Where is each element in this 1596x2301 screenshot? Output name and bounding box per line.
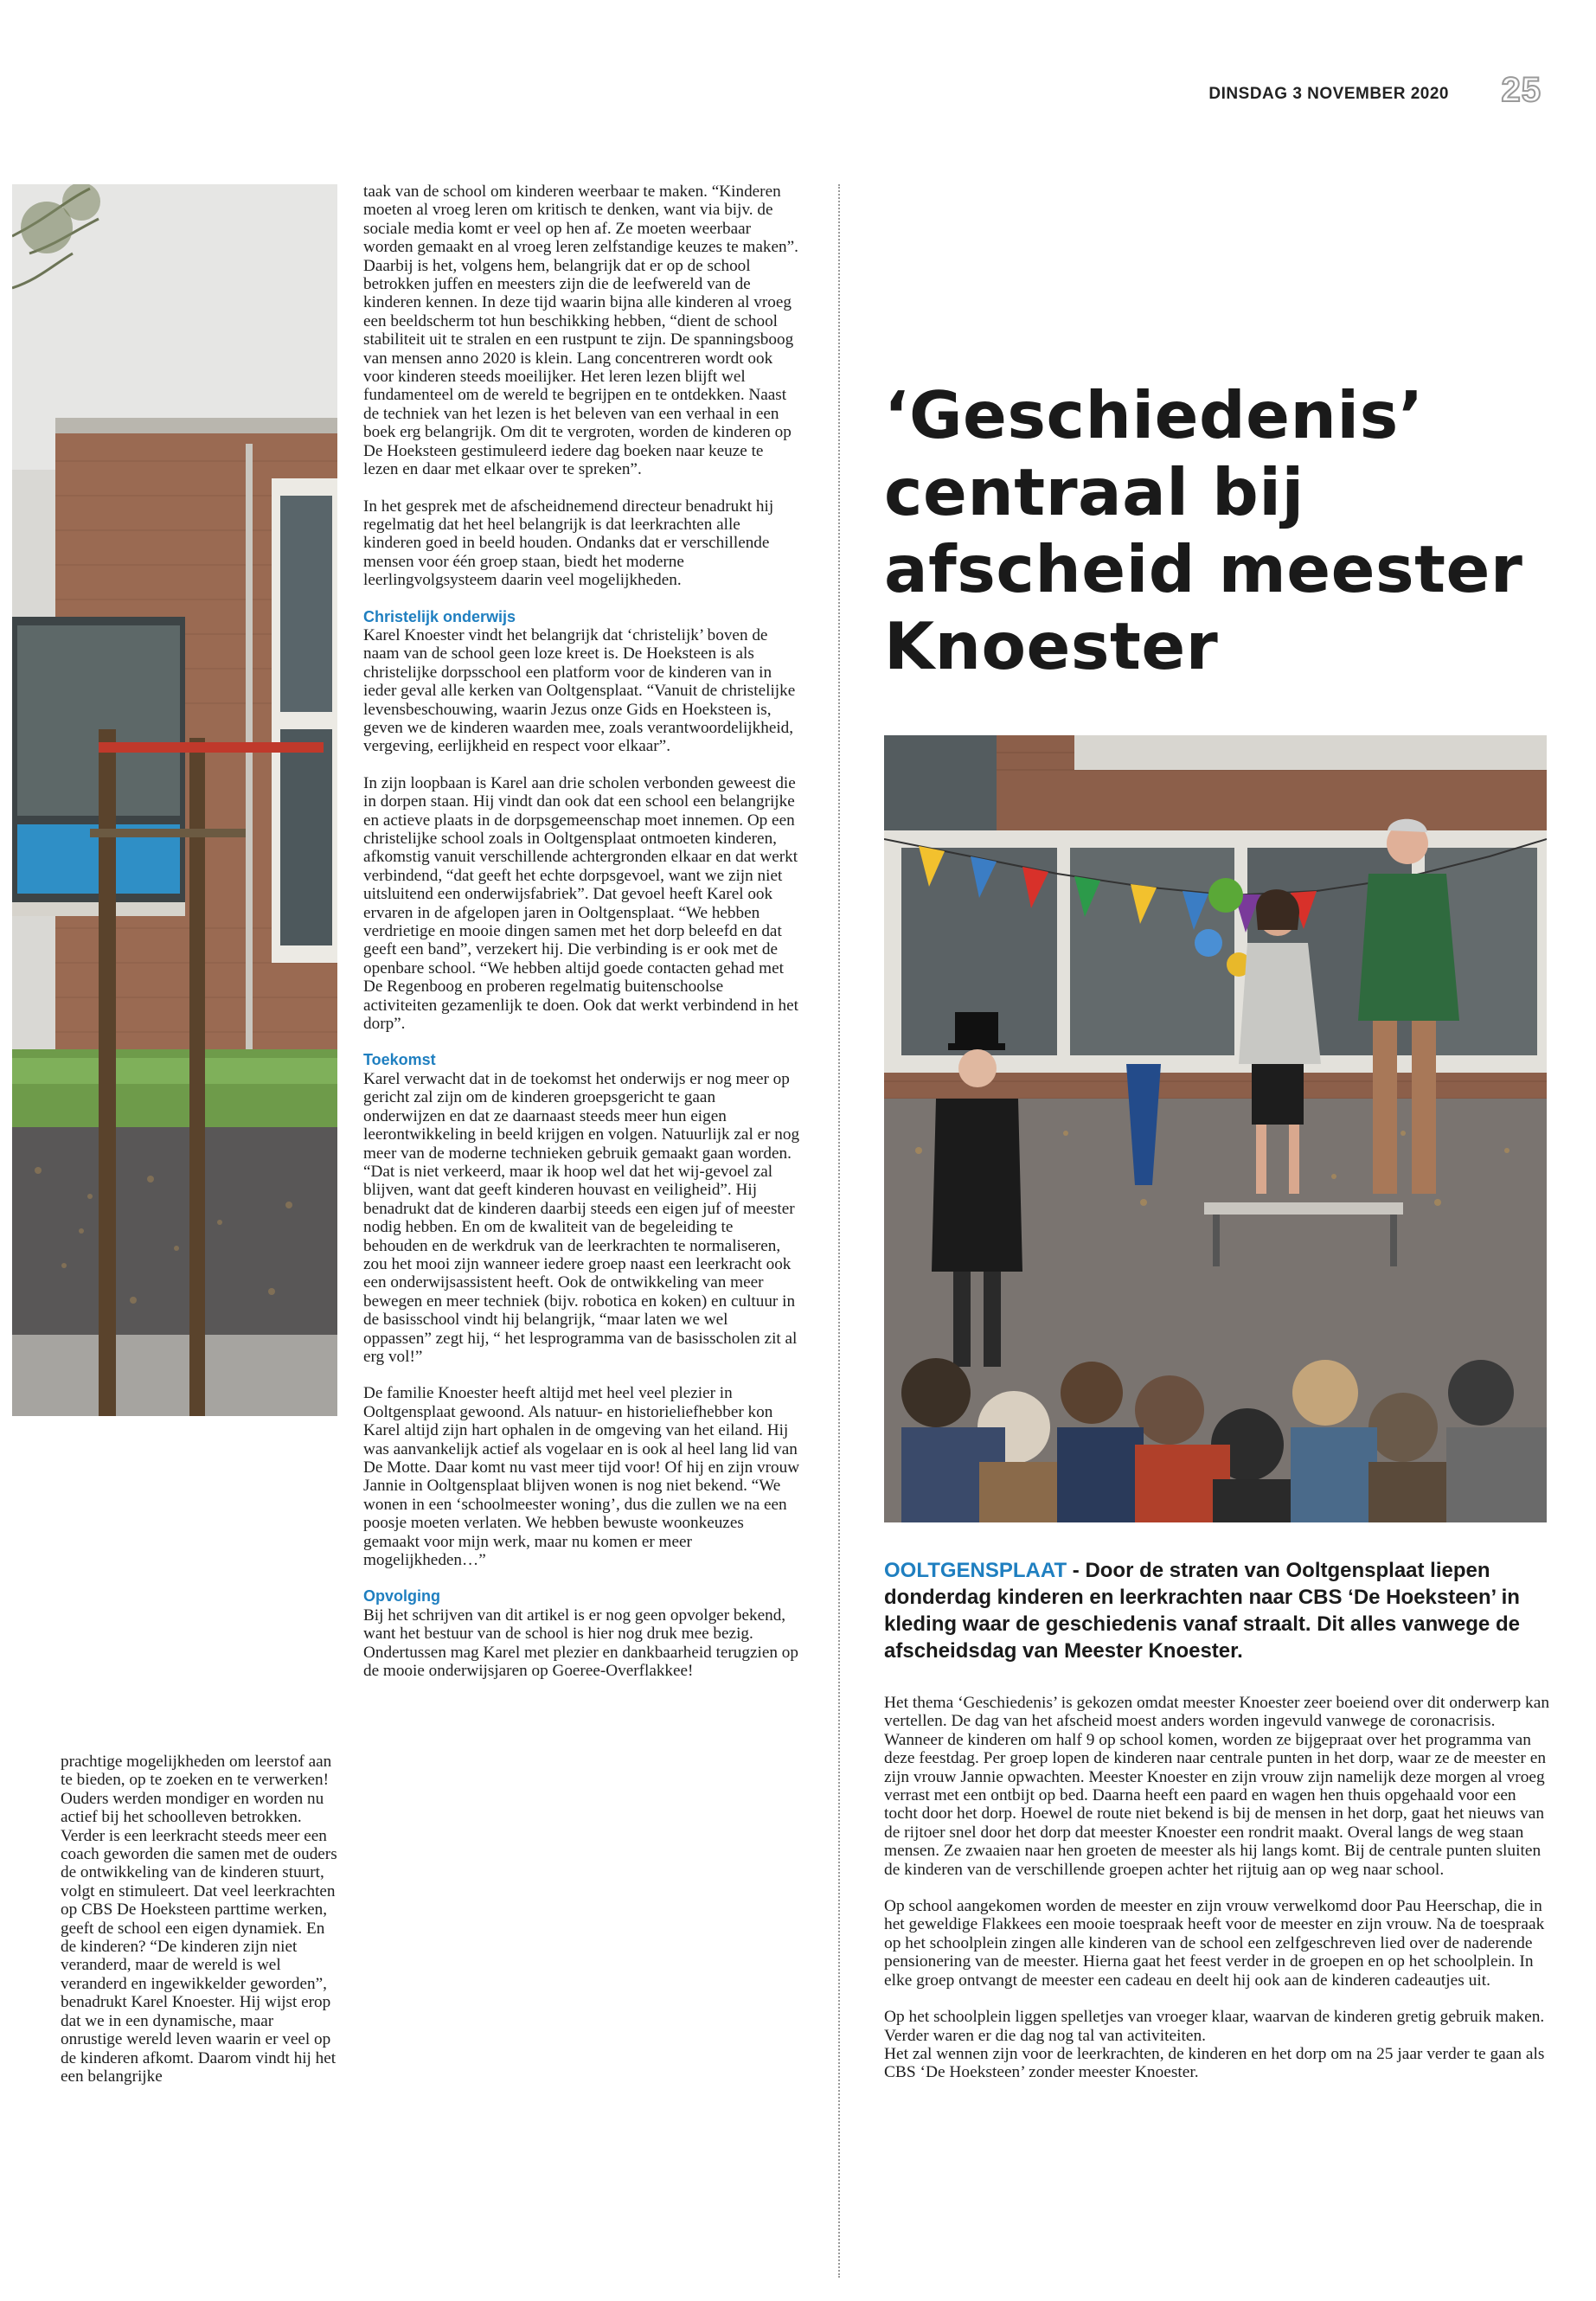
mid-paragraph-5: Karel verwacht dat in de toekomst het onderwijs er nog meer op gericht zal zijn om de kinderen groepsgericht te gaan onderwijzen en dat ze daarnaast steeds meer hun eigen leerontwikkeling in beeld krijgen en volgen. Natuurlijk zal er nog meer van de moderne technieken gebruik gemaakt gaan worden. “Dat is niet verkeerd, maar ik hoop wel dat het wij-gevoel zal blijven, want dat geeft kinderen houvast en veiligheid”. Hij benadrukt dat de kinderen daarbij steeds een eigen juf of meester nodig hebben. En om de kwaliteit van de begeleiding te behouden en de werkdruk van de leerkrachten te normaliseren, zou het mooi zijn wanneer iedere groep naast een leerkracht ook een onderwijsassistent heeft. Ook de ontwikkeling van meer bewegen en meer techniek (bijv. robotica en koken) en cultuur in de basisschool vindt hij belangrijk, “maar laten we wel oppassen” zegt hij, “ het lesprogramma van de basisscholen zit al erg vol!” (363, 1069, 800, 1366)
school-building-photo (12, 184, 337, 1416)
right-paragraph-5: Het zal wennen zijn voor de leerkrachten, de kinderen en het dorp om na 25 jaar verder te gaan als CBS ‘De Hoeksteen’ zonder meester Knoester. (884, 2044, 1545, 2082)
mid-paragraph-2: In het gesprek met de afscheidnemend directeur benadrukt hij regelmatig dat het heel belangrijk is dat leerkrachten alle kinderen goed in beeld houden. Ondanks dat er verschillende mensen voor één groep staan, biedt het moderne leerlingvolgsysteem daarin veel mogelijkheden. (363, 497, 774, 590)
issue-date: DINSDAG 3 NOVEMBER 2020 (1208, 85, 1449, 103)
mid-paragraph-1: taak van de school om kinderen weerbaar te maken. “Kinderen moeten al vroeg leren om kritisch te denken, want via bijv. de sociale media komt er veel op hen af. Ze moeten weerbaar worden gemaakt en al vroeg leren zelfstandige keuzes te maken”. Daarbij is het, volgens hem, belangrijk dat er op de school betrokken juffen en meesters zijn die de leefwereld van de kinderen kennen. In deze tijd waarin bijna alle kinderen al vroeg een beeldscherm tot hun beschikking hebben, “dient de school stabiliteit uit te stralen en een rustpunt te zijn. De spanningsboog van mensen anno 2020 is klein. Lang concentreren wordt ook voor kinderen steeds moeilijker. Het leren lezen blijft wel fundamenteel om de wereld te begrijpen en te ontdekken. Naast de techniek van het lezen is het beleven van een verhaal in een boek erg belangrijk. Om dit te vergroten, worden de kinderen op De Hoeksteen gestimuleerd iedere dag boeken naar keuze te lezen en daar met elkaar over te spreken”. (363, 183, 798, 479)
mid-paragraph-4: In zijn loopbaan is Karel aan drie scholen verbonden geweest die in dorpen staan. Hij vindt dan ook dat een school een belangrijke en actieve plaats in de dorpsgemeenschap moet innemen. Op een christelijke school zoals in Ooltgensplaat ontmoeten kinderen, afkomstig vanuit verschillende achtergronden elkaar en dat werkt verbindend, “dat geeft het echte dorpsgevoel, want we zijn niet uitsluitend een onderwijsfabriek”. Dat gevoel heeft Karel ook ervaren in de afgelopen jaren in Ooltgensplaat. “We hebben verdrietige en mooie dingen samen met het dorp beleefd en dat geeft een band”, verzekert hij. Die verbinding is er ook met de openbare school. “We hebben altijd goede contacten gehad met De Regenboog en proberen regelmatig buitenschoolse activiteiten gezamenlijk te doen. Ook dat werkt verbindend in het dorp”. (363, 773, 798, 1034)
page-number: 25 (1501, 71, 1542, 109)
right-column (884, 1694, 1550, 2082)
right-paragraph-4: Op het schoolplein liggen spelletjes van vroeger klaar, waarvan de kinderen gretig gebruik maken. Verder waren er die dag nog tal van activiteiten. (884, 2008, 1545, 2045)
mid-paragraph-6: De familie Knoester heeft altijd met heel veel plezier in Ooltgensplaat gewoond. Als natuur- en historieliefhebber kon Karel altijd zijn hart ophalen in de omgeving van het eiland. Hij was aanvankelijk actief als vogelaar en is ook al heel lang lid van De Motte. Daar komt nu vast meer tijd voor! Of hij en zijn vrouw Jannie in Ooltgensplaat blijven wonen is nog niet bekend. “We wonen in een ‘schoolmeester woning’, dus die zullen we na een poosje moeten verlaten. We hebben bewuste woonkeuzes gemaakt voor mijn werk, maar nu komen er meer mogelijkheden…” (363, 1384, 800, 1570)
page-header (1021, 71, 1548, 109)
left-column-text: prachtige mogelijkheden om leerstof aan te bieden, op te zoeken en te verwerken! Ouders werden mondiger en worden nu actief bij het schoolleven betrokken. Verder is een leerkracht steeds meer een coach geworden die samen met de ouders de ontwikkeling van de kinderen stuurt, volgt en stimuleert. Dat veel leerkrachten op CBS De Hoeksteen parttime werken, geeft de school een eigen dynamiek. En de kinderen? “De kinderen zijn niet veranderd, maar de wereld is wel veranderd en ingewikkelder geworden”, benadrukt Karel Knoester. Hij wijst erop dat we in een dynamische, maar onrustige wereld leven waarin er veel op de kinderen afkomt. Daarom vindt hij het een belangrijke (61, 1753, 337, 2086)
column-divider (838, 184, 840, 2278)
article-headline: ‘Geschiedenis’ centraal bij afscheid meester Knoester (884, 377, 1523, 684)
subhead-toekomst: Toekomst (363, 1051, 436, 1069)
mid-paragraph-3: Karel Knoester vindt het belangrijk dat ‘christelijk’ boven de naam van de school geen loze kreet is. De Hoeksteen is als christelijke dorpsschool een platform voor de kinderen van in ieder geval alle kerken van Ooltgensplaat. “Vanuit de christelijke levensbeschouwing, waarin Jezus onze Gids en Hoeksteen is, geven we de kinderen waarden mee, zoals verantwoordelijkheid, vergeving, eerlijkheid en respect voor elkaar”. (363, 625, 796, 756)
subhead-christelijk-onderwijs: Christelijk onderwijs (363, 607, 516, 625)
subhead-opvolging: Opvolging (363, 1587, 440, 1606)
left-column (61, 1753, 337, 2086)
lead-place: OOLTGENSPLAAT (884, 1559, 1067, 1582)
mid-paragraph-7: Bij het schrijven van dit artikel is er nog geen opvolger bekend, want het bestuur van de school is hier nog druk mee bezig. Ondertussen mag Karel met plezier en dankbaarheid terugzien op de mooie onderwijsjaren op Goeree-Overflakkee! (363, 1606, 798, 1681)
lead-text: - Door de straten van Ooltgensplaat liepen donderdag kinderen en leerkrachten naar CBS ‘De Hoeksteen’ in kleding waar de geschiedenis vanaf straalt. Dit alles vanwege de afscheidsdag van Meester Knoester. (884, 1559, 1520, 1663)
farewell-ceremony-photo (884, 735, 1547, 1522)
right-paragraph-3: Op school aangekomen worden de meester en zijn vrouw verwelkomd door Pau Heerschap, die in het geweldige Flakkees een mooie toespraak heeft voor de meester en zijn vrouw. Na de toespraak op het schoolplein zingen alle kinderen van de school een zelfgeschreven lied over de naderende pensionering van de meester. Hierna gaat het feest verder in de groepen en op het schoolplein. In elke groep ontvangt de meester een cadeau en deelt hij ook aan de kinderen cadeautjes uit. (884, 1897, 1545, 1990)
article-lead (884, 1557, 1550, 1664)
middle-column (363, 183, 800, 1680)
right-paragraph-1: Het thema ‘Geschiedenis’ is gekozen omdat meester Knoester zeer boeiend over dit onderwerp kan vertellen. De dag van het afscheid moest anders worden ingevuld vanwege de coronacrisis. (884, 1694, 1550, 1731)
right-paragraph-2: Wanneer de kinderen om half 9 op school komen, worden ze bijgepraat over het programma van deze feestdag. Per groep lopen de kinderen naar centrale punten in het dorp, waar ze de meester en zijn vrouw Jannie opwachten. Meester Knoester en zijn vrouw zijn namelijk deze morgen al vroeg verrast met een ontbijt op bed. Daarna heeft een paard en wagen hen thuis opgehaald voor een tocht door het dorp. Hoewel de route niet bekend is bij de mensen in het dorp, gaat het nieuws van de rijtoer snel door het dorp dat meester Knoester een rondrit maakt. Overal langs de weg staan mensen. Ze zwaaien naar hen groeten de meester als hij langs komt. Bij de centrale punten sluiten de kinderen van de verschillende groepen achter het rijtuig aan op weg naar school. (884, 1730, 1547, 1879)
